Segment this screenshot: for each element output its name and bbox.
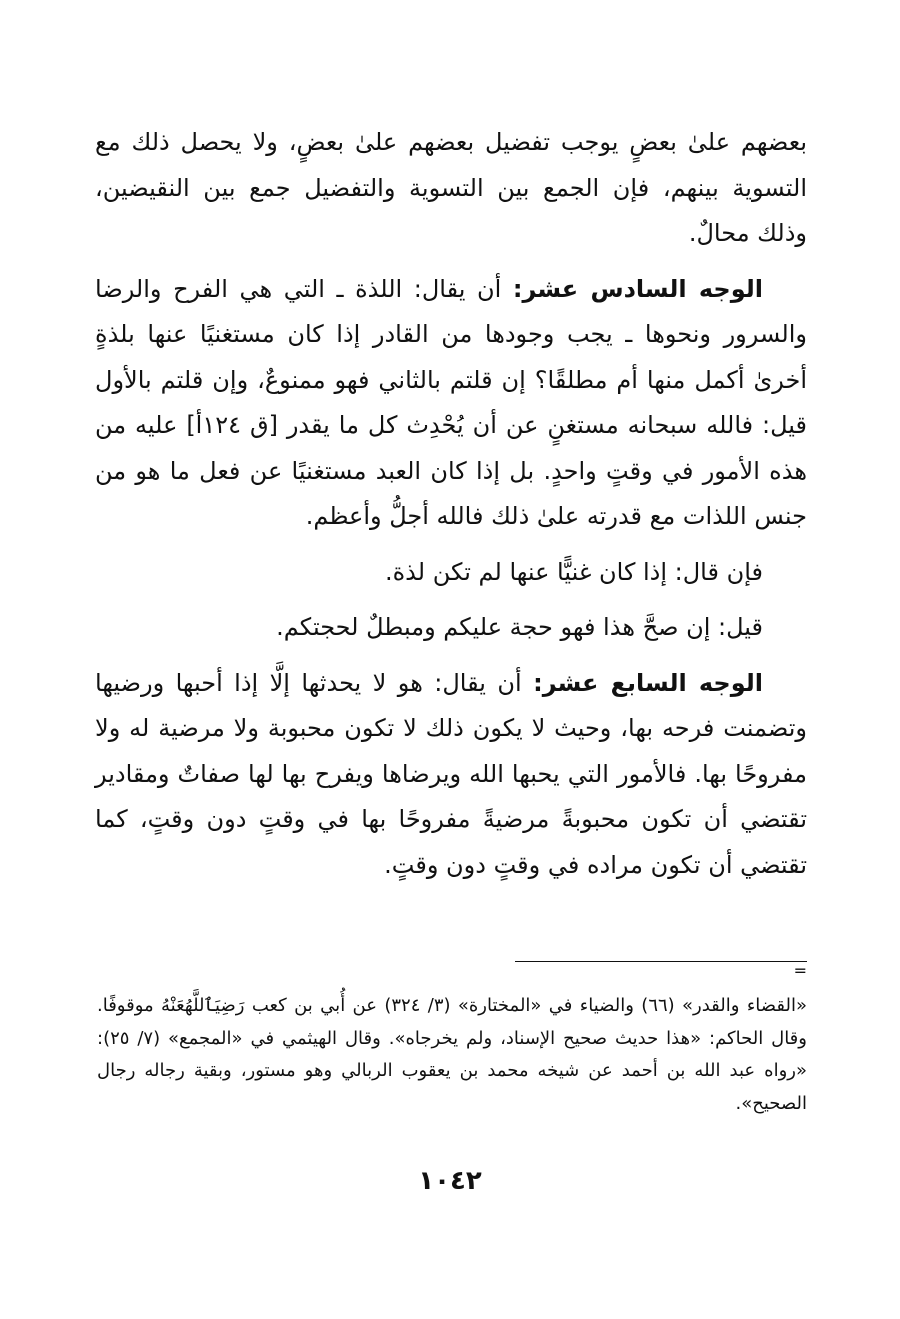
footnote-rule-line [515, 961, 807, 962]
paragraph-3: فإن قال: إذا كان غنيًّا عنها لم تكن لذة. [384, 557, 763, 586]
footnote-separator [515, 961, 807, 980]
footnotes [97, 990, 807, 1120]
footnote-continuation-mark: = [793, 961, 807, 980]
page-number: ١٠٤٢ [418, 1166, 482, 1196]
paragraph-1: بعضهم علىٰ بعضٍ يوجب تفضيل بعضهم علىٰ بعضٍ، ولا يحصل ذلك مع التسوية بينهم، فإن الجمع بين التسوية والتفضيل جمع بين النقيضين، وذلك محالٌ. [95, 128, 807, 247]
section-heading-16: الوجه السادس عشر: [512, 274, 764, 303]
main-text [95, 120, 807, 888]
paragraph-2 [95, 267, 807, 540]
paragraph-4: قيل: إن صحَّ هذا فهو حجة عليكم ومبطلٌ لحجتكم. [276, 613, 763, 641]
paragraph-5 [95, 661, 807, 889]
paragraph-2-text: أن يقال: اللذة ـ التي هي الفرح والرضا والسرور ونحوها ـ يجب وجودها من القادر إذا كان مستغنيًا عنها بلذةٍ أخرىٰ أكمل منها أم مطلقًا؟ إن قلتم بالثاني فهو ممنوعٌ، وإن قلتم بالأول قيل: فالله سبحانه مستغنٍ عن أن يُحْدِث كل ما يقدر [ق ١٢٤أ] عليه من هذه الأمور في وقتٍ واحدٍ. بل إذا كان العبد مستغنيًا عن فعل ما هو من جنس اللذات مع قدرته علىٰ ذلك فالله أجلُّ وأعظم. [95, 274, 807, 530]
paragraph-5-text: أن يقال: هو لا يحدثها إلَّا إذا أحبها ورضيها وتضمنت فرحه بها، وحيث لا يكون ذلك لا تكون محبوبة ولا مرضية له ولا مفروحًا بها. فالأمور التي يحبها الله ويرضاها ويفرح بها لها صفاتٌ ومقادير تقتضي أن تكون محبوبةً مرضيةً مفروحًا بها في وقتٍ دون وقتٍ، كما تقتضي أن تكون مراده في وقتٍ دون وقتٍ. [95, 668, 807, 879]
section-heading-17: الوجه السابع عشر: [533, 668, 763, 697]
footnote-text: «القضاء والقدر» (٦٦) والضياء في «المختارة» (٣/ ٣٢٤) عن أُبي بن كعب رَضِيَٱللَّهُعَنْهُ موقوفًا. وقال الحاكم: «هذا حديث صحيح الإسناد، ولم يخرجاه». وقال الهيثمي في «المجمع» (٧/ ٢٥): «رواه عبد الله بن أحمد عن شيخه محمد بن يعقوب الربالي وهو مستور، وبقية رجاله رجال الصحيح». [97, 995, 807, 1114]
